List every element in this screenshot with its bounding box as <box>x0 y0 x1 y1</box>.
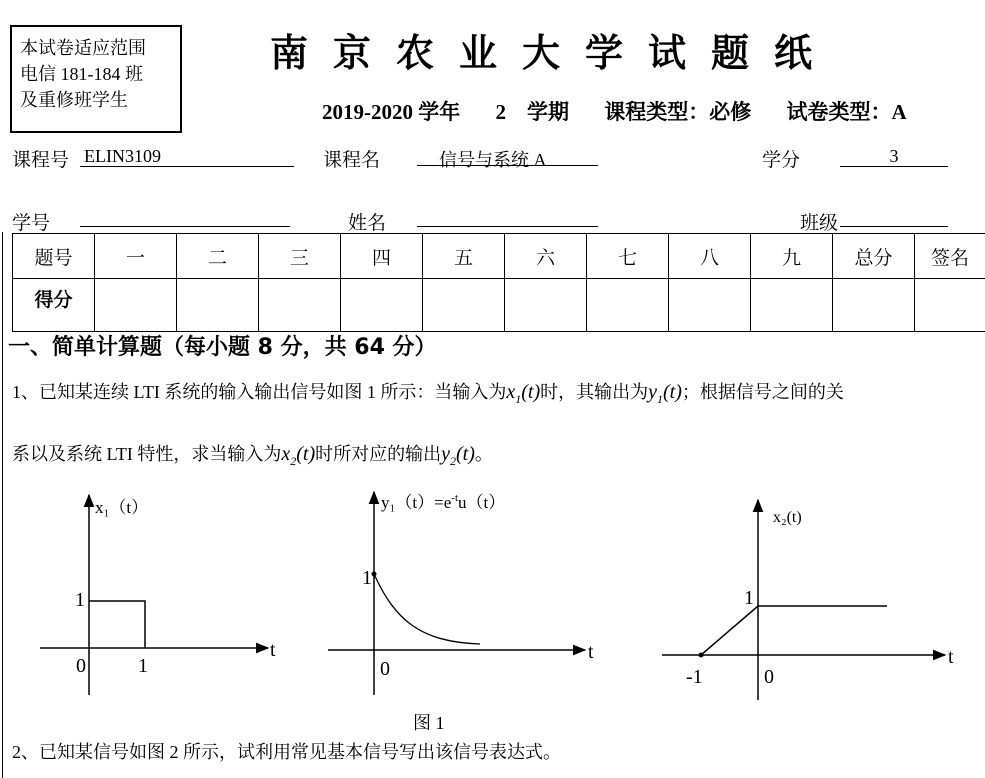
score-cell <box>423 279 505 332</box>
score-cell <box>505 279 587 332</box>
score-header-cell: 二 <box>177 234 259 279</box>
score-table-score-row <box>13 279 985 332</box>
section-heading: 一、简单计算题（每小题 8 分，共 64 分） <box>8 335 437 360</box>
score-cell <box>177 279 259 332</box>
credit-label: 学分 <box>762 150 801 171</box>
score-header-cell: 总分 <box>833 234 915 279</box>
scope-line-3: 及重修班学生 <box>20 90 128 110</box>
q1-text-c: ；根据信号之间的关 <box>681 382 844 402</box>
credit-field: 3 <box>840 146 948 167</box>
course-name-label: 课程名 <box>323 150 381 171</box>
g1-tick-origin: 0 <box>76 655 86 677</box>
page-title: 南京农业大学试题纸 <box>270 33 838 75</box>
name-label: 姓名 <box>348 213 387 234</box>
score-table-header-row <box>13 234 985 279</box>
score-header-cell: 五 <box>423 234 505 279</box>
score-cell <box>587 279 669 332</box>
g3-tick-y: 1 <box>744 587 754 609</box>
score-header-cell: 三 <box>259 234 341 279</box>
graph-x2 <box>662 500 954 700</box>
q1-text-a: 1、已知某连续 LTI 系统的输入输出信号如图 1 所示：当输入为 <box>12 382 507 402</box>
var-y1: $y_1(t)$ <box>648 381 682 406</box>
course-name-field: 信号与系统 A <box>417 146 598 166</box>
score-header-cell: 八 <box>669 234 751 279</box>
g1-tick-y: 1 <box>75 589 85 611</box>
g3-signal <box>701 606 887 655</box>
score-header-cell: 六 <box>505 234 587 279</box>
graph-x1 <box>40 495 276 695</box>
q1-text-f: 。 <box>474 444 493 464</box>
score-header-cell: 四 <box>341 234 423 279</box>
scope-line-2: 电信 181-184 班 <box>20 64 143 84</box>
score-cell <box>751 279 833 332</box>
var-y2: $y_2(t)$ <box>441 443 475 468</box>
paper-type: 试卷类型：A <box>786 100 907 124</box>
var-x2: $x_2(t)$ <box>281 443 316 468</box>
score-header-cell: 九 <box>751 234 833 279</box>
g3-start-dot <box>699 653 704 658</box>
score-row-label: 得分 <box>13 279 95 332</box>
g2-decay-curve <box>374 574 480 644</box>
q1-text-d: 系以及系统 LTI 特性，求当输入为 <box>12 444 282 464</box>
question-1-line-1 <box>12 378 844 407</box>
g2-start-dot <box>372 572 377 577</box>
score-header-cell: 一 <box>95 234 177 279</box>
scope-line-1: 本试卷适应范围 <box>20 38 146 58</box>
score-cell <box>669 279 751 332</box>
score-cell <box>915 279 985 332</box>
figure-1 <box>0 480 985 710</box>
score-cell <box>341 279 423 332</box>
score-cell <box>833 279 915 332</box>
g3-tick-x: -1 <box>686 666 703 688</box>
student-no-field <box>80 206 290 227</box>
q1-text-e: 时所对应的输出 <box>315 444 442 464</box>
g2-xlabel: t <box>588 641 594 663</box>
course-no-label: 课程号 <box>12 150 70 171</box>
name-field <box>417 206 598 227</box>
score-table <box>12 233 985 332</box>
class-label: 班级 <box>800 213 839 234</box>
g1-xlabel: t <box>270 639 276 661</box>
q1-text-b: 时，其输出为 <box>540 382 649 402</box>
score-cell <box>95 279 177 332</box>
academic-year: 2019-2020 学年 <box>322 100 461 124</box>
question-1-line-2 <box>12 440 493 469</box>
g2-ylabel: $y_1(t)=e^{-t}u(t)$ <box>381 492 506 512</box>
g2-tick-origin: 0 <box>380 658 390 680</box>
g1-tick-x: 1 <box>138 655 148 677</box>
course-type: 课程类型：必修 <box>604 100 752 124</box>
g1-ylabel: x₁（t） <box>95 498 149 517</box>
score-header-cell: 题号 <box>13 234 95 279</box>
course-no-field: ELIN3109 <box>80 146 294 167</box>
term: 2 学期 <box>495 100 569 124</box>
question-2: 2、已知某信号如图 2 所示，试利用常见基本信号写出该信号表达式。 <box>12 742 561 762</box>
score-cell <box>259 279 341 332</box>
score-header-cell: 七 <box>587 234 669 279</box>
g2-tick-y: 1 <box>362 567 372 589</box>
figure-1-caption: 图 1 <box>413 713 445 733</box>
score-header-cell: 签名 <box>915 234 985 279</box>
g3-tick-origin: 0 <box>764 666 774 688</box>
g1-pulse <box>89 601 145 648</box>
scope-box <box>10 25 182 133</box>
class-field <box>840 206 948 227</box>
subtitle <box>322 96 937 126</box>
graph-y1 <box>328 492 594 695</box>
g3-ylabel: x₂(t) <box>773 509 802 526</box>
student-no-label: 学号 <box>12 213 51 234</box>
var-x1: $x_1(t)$ <box>506 381 541 406</box>
g3-xlabel: t <box>948 646 954 668</box>
